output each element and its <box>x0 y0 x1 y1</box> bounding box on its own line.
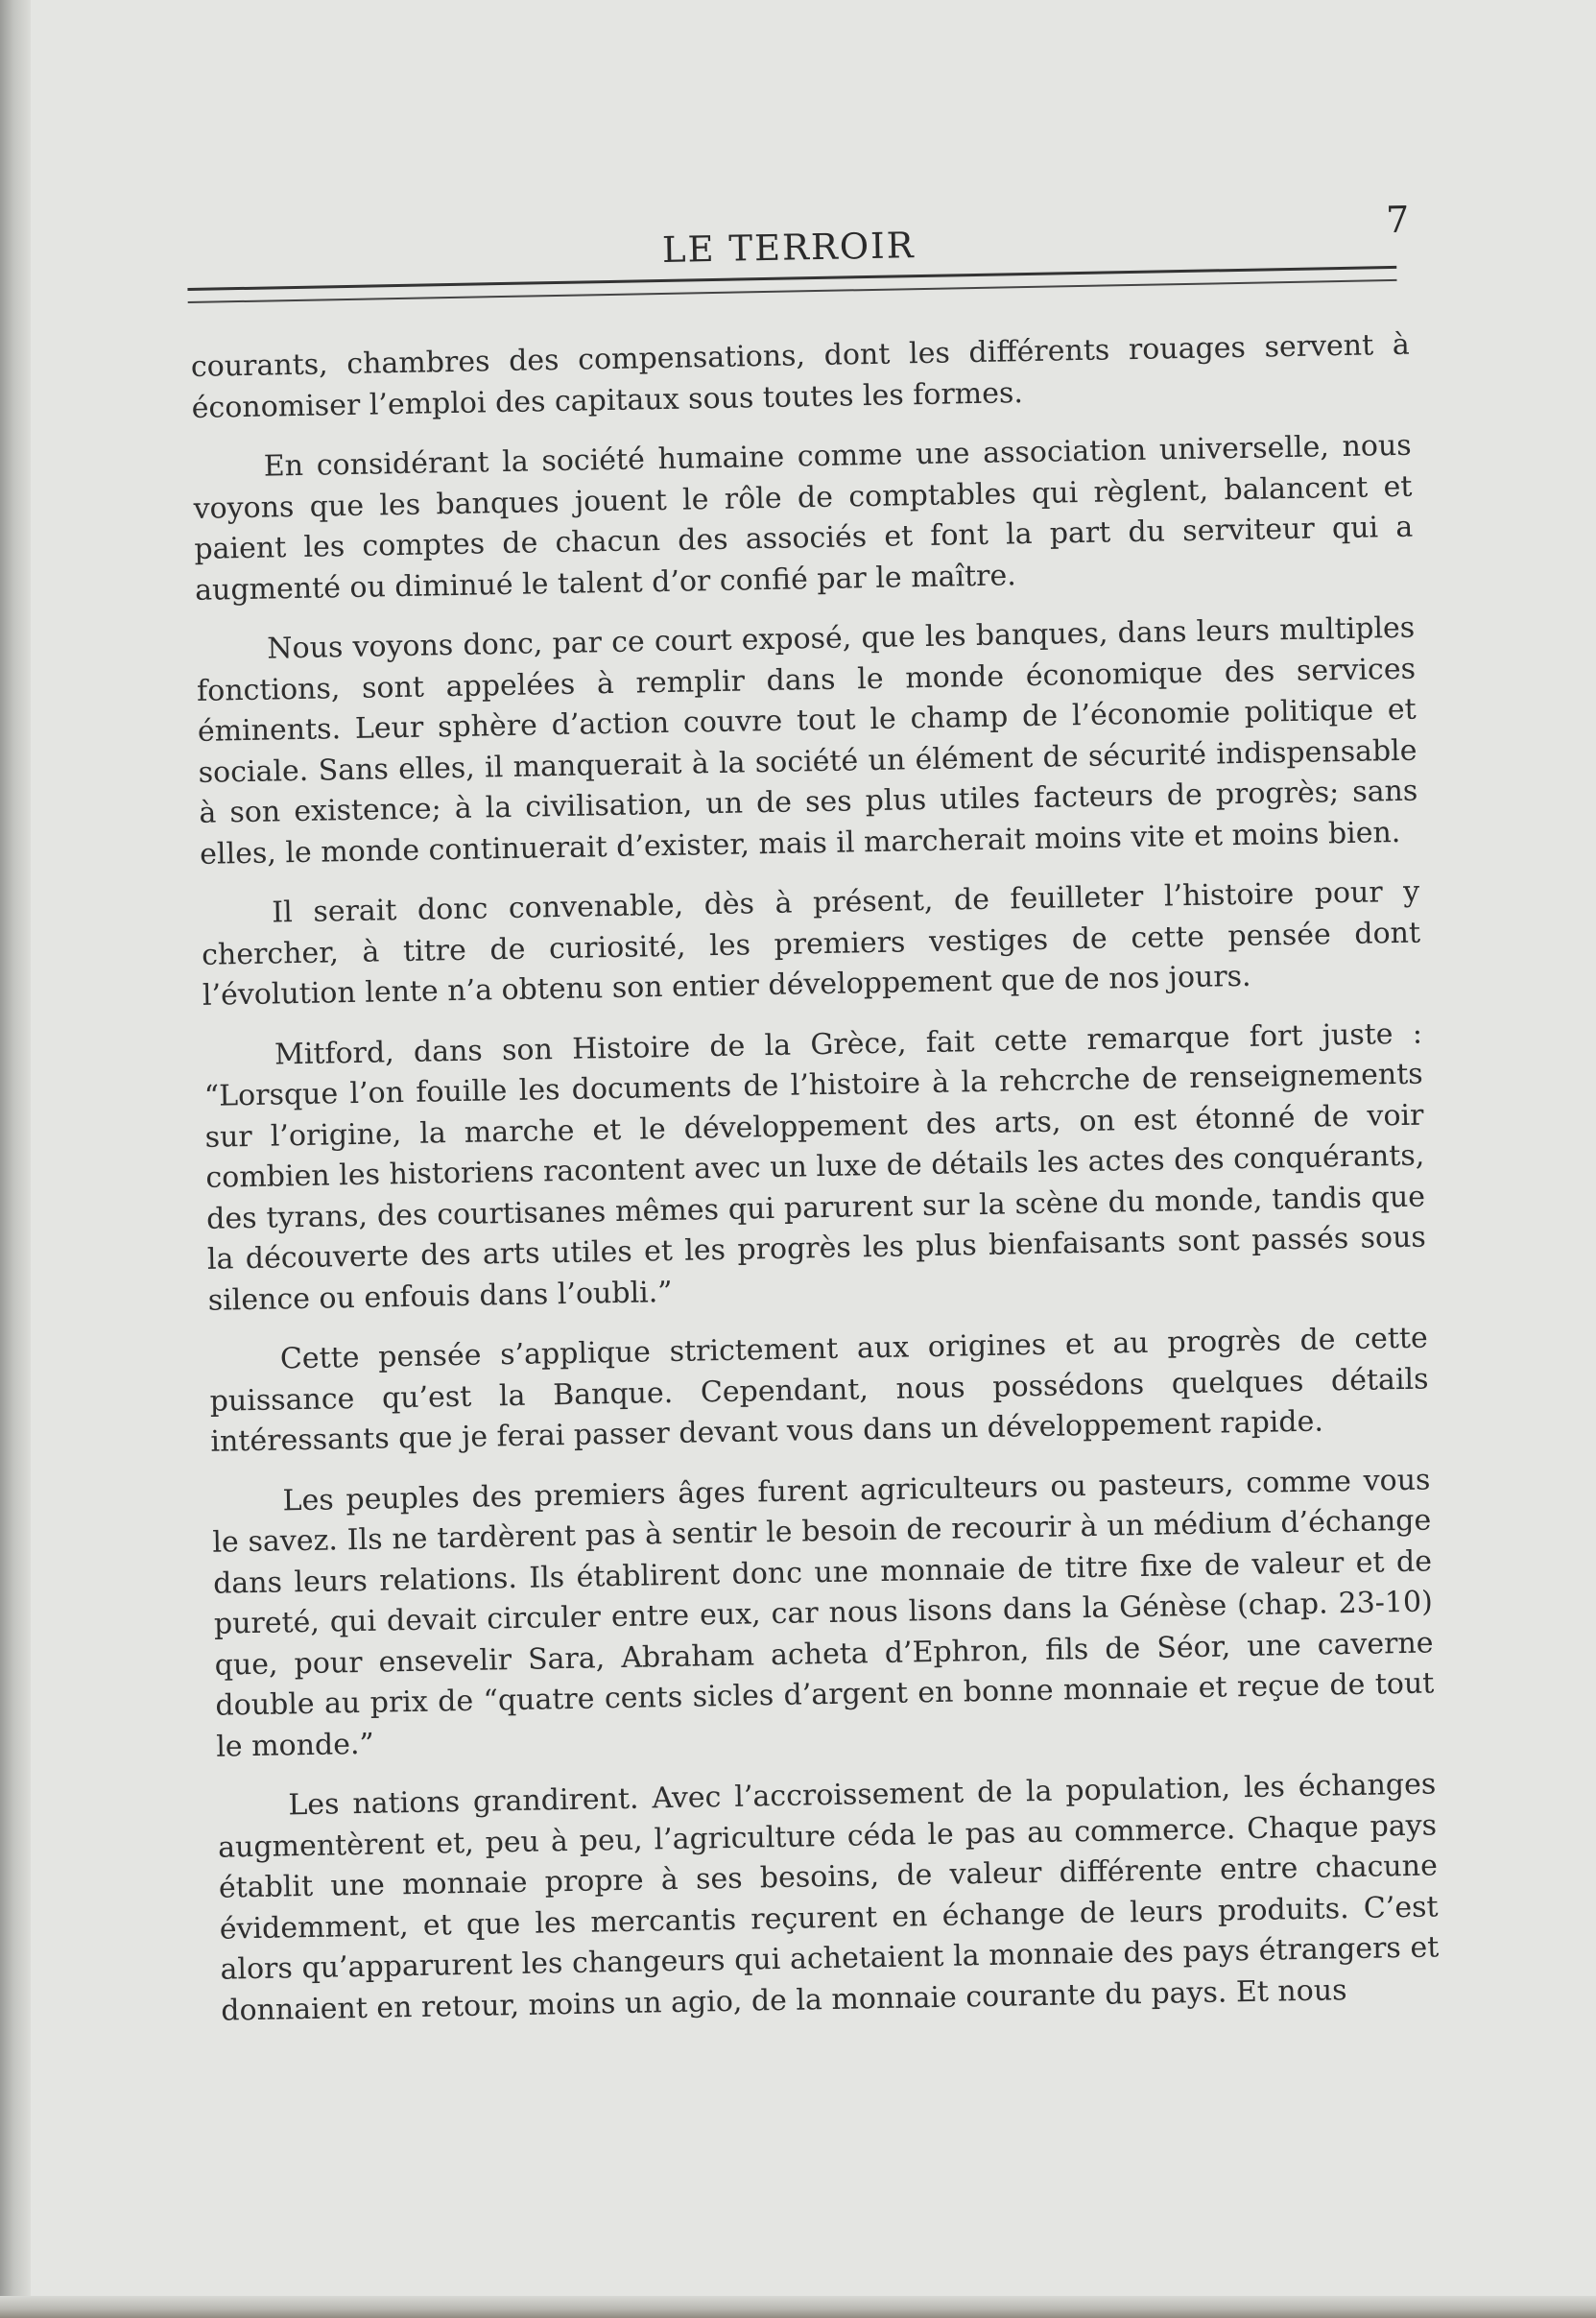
paragraph: Cette pensée s’applique strictement aux origines et au progrès de cette puissance qu’est la Banque. Cependant, nous possédons quelques détails intéressants que je ferai passer devant vous dans un développement rapide. <box>209 1321 1429 1459</box>
page-number: 7 <box>1385 198 1410 242</box>
paragraph: Les peuples des premiers âges furent agriculteurs ou pasteurs, comme vous le savez. Ils ne tardèrent pas à sentir le besoin de recourir à un médium d’échange dans leurs relations. Ils établirent donc une monnaie de titre fixe de valeur et de pureté, qui devait circuler entre eux, car nous lisons dans la Génèse (chap. 23-10) que, pour ensevelir Sara, Abraham acheta d’Ephron, fils de Séor, une caverne double au prix de “quatre cents sicles d’argent en bonne monnaie et reçue de tout le monde.” <box>212 1463 1435 1764</box>
body-text <box>191 325 1441 2032</box>
paragraph: Il serait donc convenable, dès à présent, de feuilleter l’histoire pour y chercher, à titre de curiosité, les premiers vestiges de cette pensée dont l’évolution lente n’a obtenu son entier développement que de nos jours. <box>201 874 1421 1013</box>
paragraph: Nous voyons donc, par ce court exposé, que les banques, dans leurs multiples fonctions, sont appelées à remplir dans le monde économique des services éminents. Leur sphère d’action couvre tout le champ de l’économie politique et sociale. Sans elles, il manquerait à la société un élément de sécurité indispensable à son existence; à la civilisation, un de ses plus utiles facteurs de progrès; sans elles, le monde continuerait d’exister, mais il marcherait moins vite et moins bien. <box>196 610 1418 872</box>
paragraph: Mitford, dans son Histoire de la Grèce, fait cette remarque fort juste : “Lorsque l’on fouille les documents de l’histoire à la rehcrche de renseignements sur l’origine, la marche et le développement des arts, on est étonné de voir combien les historiens racontent avec un luxe de détails les actes des conquérants, des tyrans, des courtisanes mêmes qui parurent sur la scène du monde, tandis que la découverte des arts utiles et les progrès les plus bienfaisants sont passés sous silence ou enfouis dans l’oubli.” <box>203 1016 1427 1318</box>
page-content <box>188 190 1460 2050</box>
running-title: LE TERROIR <box>661 225 916 271</box>
binding-shadow <box>0 0 31 2318</box>
paragraph: courants, chambres des compensations, dont les différents rouages servent à économiser l’emploi des capitaux sous toutes les formes. <box>190 327 1411 425</box>
paragraph: Les nations grandirent. Avec l’accroissement de la population, les échanges augmentèrent et, peu à peu, l’agriculture céda le pas au commerce. Chaque pays établit une monnaie propre à ses besoins, de valeur différente entre chacune évidemment, et que les mercantis reçurent en échange de leurs produits. C’est alors qu’apparurent les changeurs qui achetaient la monnaie des pays étrangers et donnaient en retour, moins un agio, de la monnaie courante du pays. Et nous <box>217 1767 1440 2028</box>
paragraph: En considérant la société humaine comme une association universelle, nous voyons que les banques jouent le rôle de comptables qui règlent, balancent et paient les comptes de chacun des associés et font la part du serviteur qui a augmenté ou diminué le talent d’or confié par le maître. <box>193 428 1414 608</box>
page-bottom-edge <box>0 2296 1596 2318</box>
